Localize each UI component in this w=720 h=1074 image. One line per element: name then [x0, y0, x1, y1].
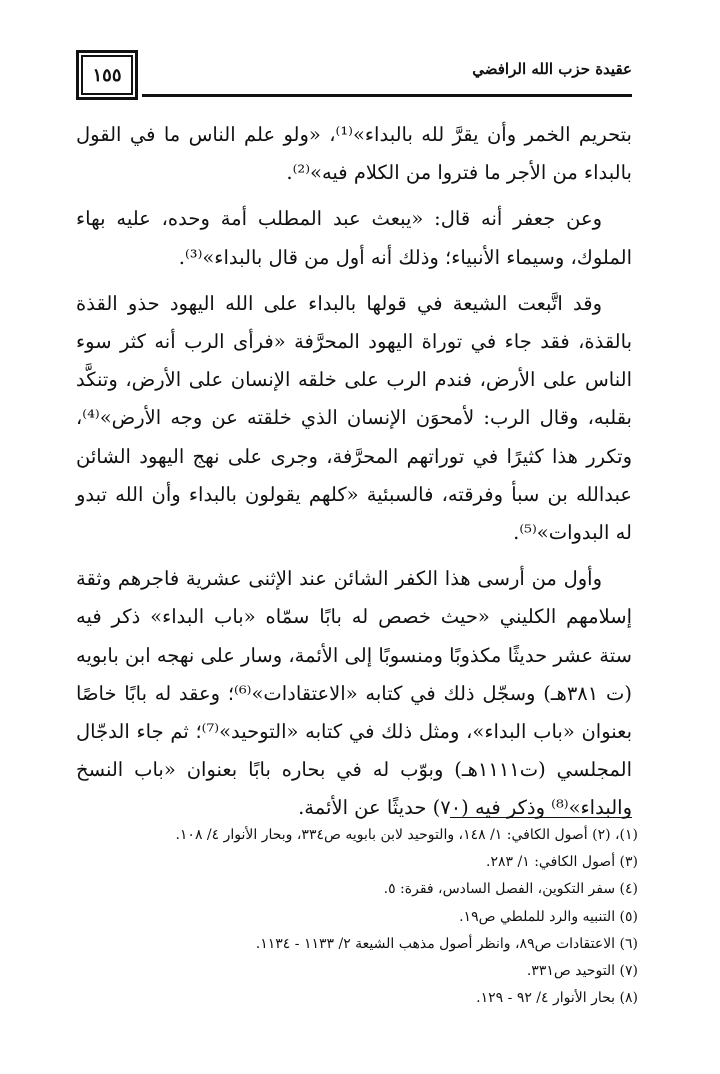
page-number-box: [76, 50, 138, 100]
footnotes: [76, 822, 638, 1012]
paragraph: وعن جعفر أنه قال: «يبعث عبد المطلب أمة وحده، عليه بهاء الملوك، وسيماء الأنبياء؛ وذلك أنه أول من قال بالبداء»⁽³⁾.: [76, 207, 632, 269]
paragraph: وقد اتَّبعت الشيعة في قولها بالبداء على الله اليهود حذو القذة بالقذة، فقد جاء في توراة اليهود المحرَّفة «فرأى الرب أنه كثر سوء الناس على الأرض، فندم الرب على خلقه الإنسان على الأرض، وتنكَّد بقلبه، وقال الرب: لأمحوَن الإنسان الذي خلقته عن وجه الأرض»⁽⁴⁾، وتكرر هذا كثيرًا في توراتهم المحرَّفة، وجرى على نهج اليهود الشائن عبدالله بن سبأ وفرقته، فالسبئية «كلهم يقولون بالبداء وأن الله تبدو له البدوات»⁽⁵⁾.: [76, 291, 632, 545]
footnote: (٨) بحار الأنوار ٤/ ٩٢ - ١٢٩.: [476, 990, 638, 1007]
footnote-rule: [450, 817, 632, 818]
header-rule: [142, 94, 632, 97]
paragraph: وأول من أرسى هذا الكفر الشائن عند الإثنى عشرية فاجرهم وثقة إسلامهم الكليني «حيث خصص له بابًا سمّاه «باب البداء» ذكر فيه ستة عشر حديثًا مكذوبًا ومنسوبًا إلى الأئمة، وسار على نهجه ابن بابويه (ت ٣٨١هـ) وسجّل ذلك في كتابه «الاعتقادات»⁽⁶⁾؛ وعقد له بابًا خاصًا بعنوان «باب البداء»، ومثل ذلك في كتابه «التوحيد»⁽⁷⁾؛ ثم جاء الدجّال المجلسي (ت١١١١هـ) وبوّب له في بحاره بابًا بعنوان «باب النسخ والبداء»⁽⁸⁾ وذكر فيه (٧٠) حديثًا عن الأئمة.: [76, 567, 632, 820]
footnote: (٧) التوحيد ص٣٣١.: [526, 963, 638, 980]
page-number: ١٥٥: [92, 64, 122, 86]
footnote: (٦) الاعتقادات ص٨٩، وانظر أصول مذهب الشيعة ٢/ ١١٣٣ - ١١٣٤.: [255, 935, 638, 952]
running-title: عقيدة حزب الله الرافضي: [472, 60, 632, 78]
paragraph: بتحريم الخمر وأن يقرَّ لله بالبداء»⁽¹⁾، «ولو علم الناس ما في القول بالبداء من الأجر ما فتروا من الكلام فيه»⁽²⁾.: [76, 123, 632, 185]
footnote: (٥) التنبيه والرد للملطي ص١٩.: [459, 908, 638, 925]
page-header: [76, 50, 632, 104]
footnote: (٣) أصول الكافي: ١/ ٢٨٣.: [486, 854, 638, 871]
main-text: [76, 116, 632, 836]
footnote: (٤) سفر التكوين، الفصل السادس، فقرة: ٥.: [383, 881, 638, 898]
footnote: (١)، (٢) أصول الكافي: ١/ ١٤٨، والتوحيد لابن بابويه ص٣٣٤، وبحار الأنوار ٤/ ١٠٨.: [175, 827, 638, 843]
